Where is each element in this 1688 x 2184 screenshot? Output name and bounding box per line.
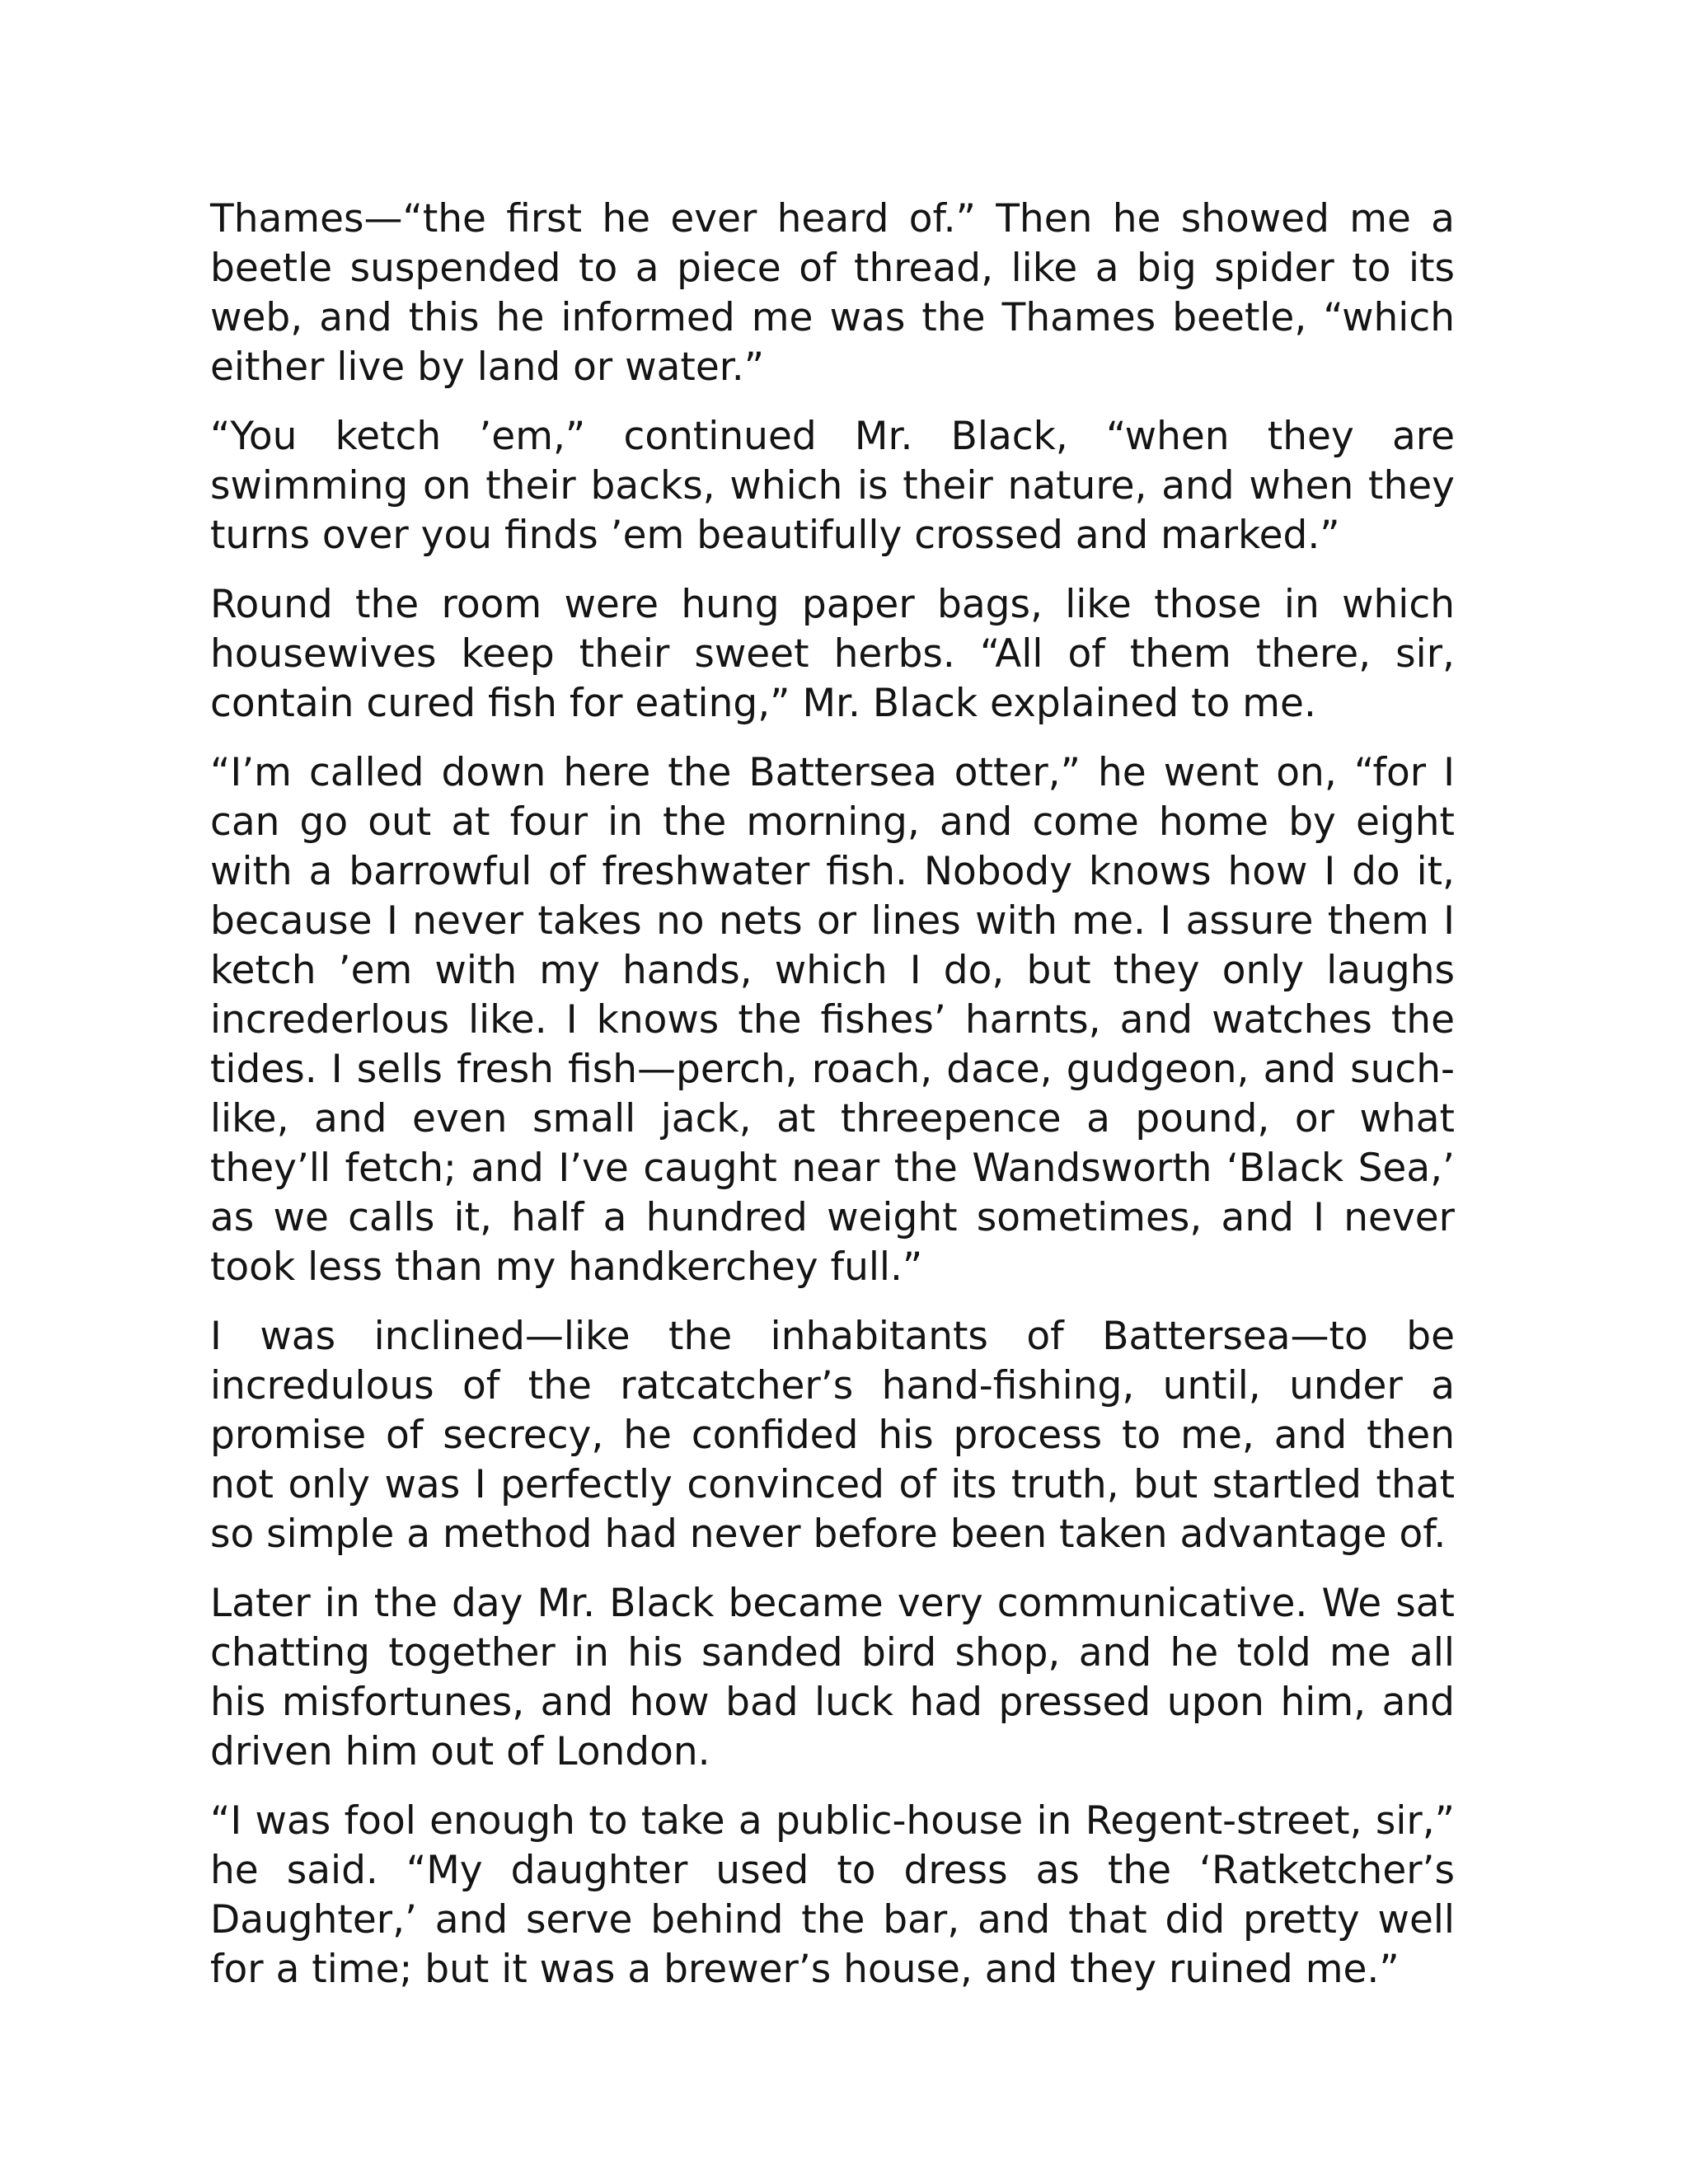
paragraph-4: “I’m called down here the Battersea otter,” he went on, “for I can go out at four in the morning, and come home by eight with a barrowful of freshwater fish. Nobody knows how I do it, because I never takes no nets or lines with me. I assure them I ketch ’em with my hands, which I do, but they only laughs increderlous like. I knows the fishes’ harnts, and watches the tides. I sells fresh fish—perch, roach, dace, gudgeon, and such-like, and even small jack, at threepence a pound, or what they’ll fetch; and I’ve caught near the Wandsworth ‘Black Sea,’ as we calls it, half a hundred weight sometimes, and I never took less than my handkerchey full.” (210, 750, 1455, 1290)
paragraph-5: I was inclined—like the inhabitants of Battersea—to be incredulous of the ratcatcher’s hand-fishing, until, under a promise of secrecy, he confided his process to me, and then not only was I perfectly convinced of its truth, but startled that so simple a method had never before been taken advantage of. (210, 1314, 1455, 1557)
paragraph-3: Round the room were hung paper bags, like those in which housewives keep their sweet herbs. “All of them there, sir, contain cured fish for eating,” Mr. Black explained to me. (210, 582, 1455, 726)
paragraph-2: “You ketch ’em,” continued Mr. Black, “when they are swimming on their backs, which is their nature, and when they turns over you finds ’em beautifully crossed and marked.” (210, 414, 1455, 558)
paragraph-1: Thames—“the first he ever heard of.” Then he showed me a beetle suspended to a piece of thread, like a big spider to its web, and this he informed me was the Thames beetle, “which either live by land or water.” (210, 196, 1455, 390)
paragraph-6: Later in the day Mr. Black became very communicative. We sat chatting together in his sanded bird shop, and he told me all his misfortunes, and how bad luck had pressed upon him, and driven him out of London. (210, 1581, 1455, 1774)
page-text (210, 194, 1455, 2014)
paragraph-7: “I was fool enough to take a public-house in Regent-street, sir,” he said. “My daughter used to dress as the ‘Ratketcher’s Daughter,’ and serve behind the bar, and that did pretty well for a time; but it was a brewer’s house, and they ruined me.” (210, 1798, 1455, 1992)
